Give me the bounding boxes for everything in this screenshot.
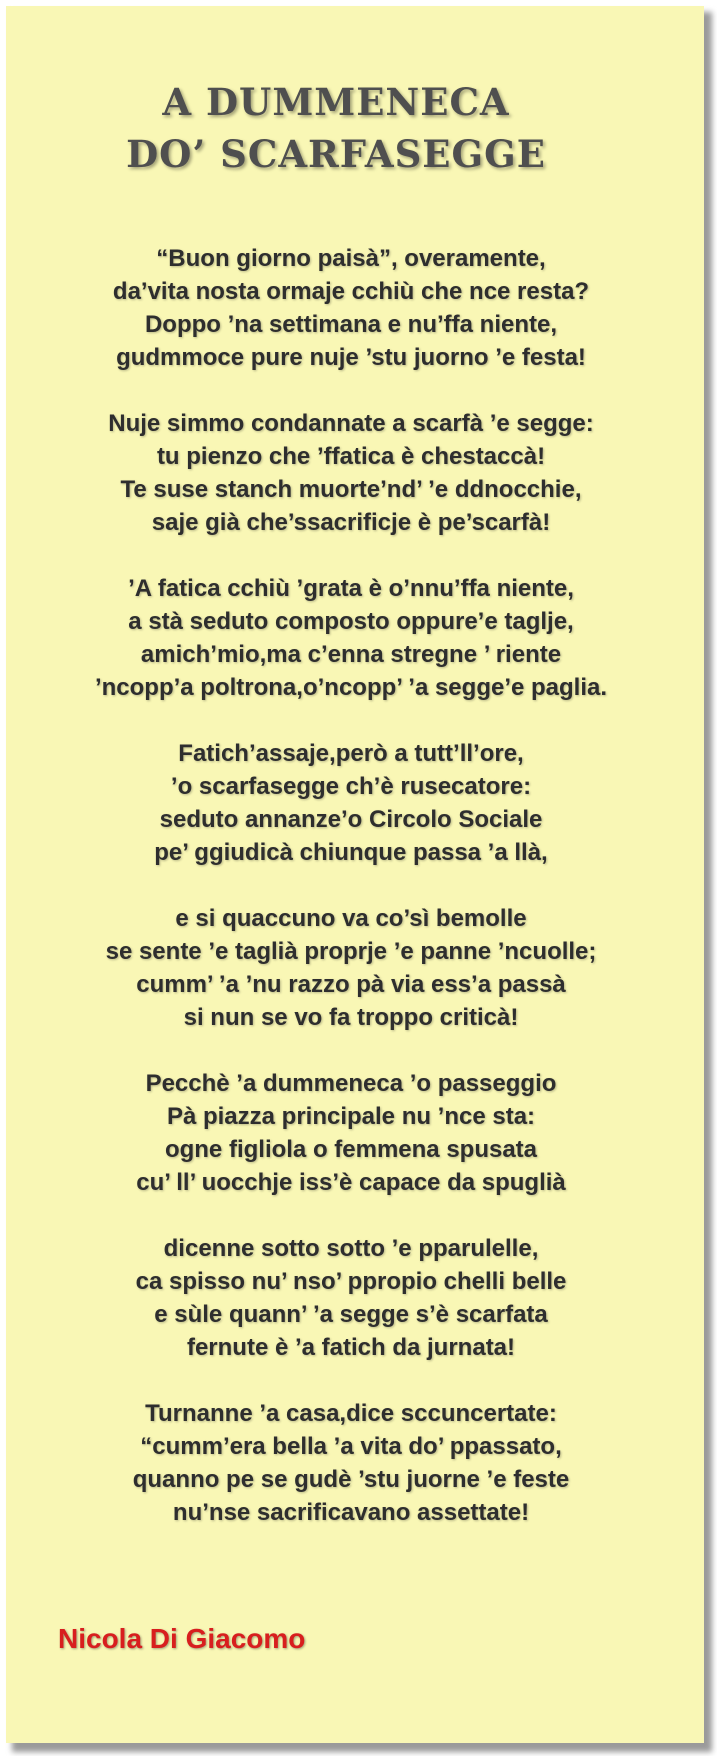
- poem-line: pe’ ggiudicà chiunque passa ’a llà,: [154, 839, 548, 866]
- poem-line: Pà piazza principale nu ’nce sta:: [166, 1103, 536, 1130]
- poem-line: Fatich’assaje,però a tutt’ll’ore,: [178, 740, 524, 767]
- poem-line: da’vita nosta ormaje cchiù che nce resta?: [112, 278, 590, 305]
- poem-line: cu’ ll’ uocchje iss’è capace da spuglià: [136, 1169, 566, 1196]
- poem-line: quanno pe se gudè ’stu juorne ’e feste: [132, 1466, 570, 1493]
- stanza: [6, 902, 696, 1034]
- poem-line: Nuje simmo condannate a scarfà ’e segge:: [108, 410, 594, 437]
- poem-line: gudmmoce pure nuje ’stu juorno ’e festa!: [116, 344, 586, 371]
- poem-line: nu’nse sacrificavano assettate!: [172, 1499, 530, 1526]
- poem-line: Turnanne ’a casa,dice sccuncertate:: [145, 1400, 557, 1427]
- poem-line: cumm’ ’a ’nu razzo pà via ess’a passà: [136, 971, 566, 998]
- poem-line: Doppo ’na settimana e nu’ffa niente,: [144, 311, 558, 338]
- poem-line: si nun se vo fa troppo criticà!: [183, 1004, 519, 1031]
- poem-title-line-1: A DUMMENECA: [162, 80, 510, 124]
- stanza: [6, 737, 696, 869]
- poem-body: [6, 242, 696, 1562]
- poem-title: [6, 76, 666, 180]
- poem-line: “cumm’era bella ’a vita do’ ppassato,: [140, 1433, 562, 1460]
- stanza: [6, 1397, 696, 1529]
- stanza: [6, 407, 696, 539]
- poem-line: a stà seduto composto oppure’e taglje,: [128, 608, 574, 635]
- poem-line: ca spisso nu’ nso’ ppropio chelli belle: [135, 1268, 567, 1295]
- stanza: [6, 1067, 696, 1199]
- poem-line: saje già che’ssacrificje è pe’scarfà!: [151, 509, 551, 536]
- poem-line: ’o scarfasegge ch’è rusecatore:: [170, 773, 532, 800]
- poem-line: amich’mio,ma c’enna stregne ’ riente: [140, 641, 562, 668]
- author-name: Nicola Di Giacomo: [58, 1623, 306, 1654]
- poem-line: seduto annanze’o Circolo Sociale: [159, 806, 543, 833]
- poem-card: [6, 6, 704, 1743]
- stanza: [6, 1232, 696, 1364]
- poem-line: se sente ’e taglià proprje ’e panne ’ncuolle;: [105, 938, 597, 965]
- poem-line: Pecchè ’a dummeneca ’o passeggio: [145, 1070, 557, 1097]
- poem-line: e si quaccuno va co’sì bemolle: [175, 905, 527, 932]
- stanza: [6, 242, 696, 374]
- stanza: [6, 572, 696, 704]
- poem-line: ’A fatica cchiù ’grata è o’nnu’ffa niente,: [128, 575, 574, 602]
- poem-line: ’ncopp’a poltrona,o’ncopp’ ’a segge’e paglia.: [94, 674, 608, 701]
- poem-line: Te suse stanch muorte’nd’ ’e ddnocchie,: [120, 476, 582, 503]
- poem-title-line-2: DO’ SCARFASEGGE: [126, 132, 546, 176]
- poem-line: tu pienzo che ’ffatica è chestaccà!: [156, 443, 546, 470]
- poem-line: fernute è ’a fatich da jurnata!: [186, 1334, 516, 1361]
- poem-line: “Buon giorno paisà”, overamente,: [156, 245, 546, 272]
- poem-line: e sùle quann’ ’a segge s’è scarfata: [154, 1301, 548, 1328]
- poem-line: ogne figliola o femmena spusata: [164, 1136, 538, 1163]
- poem-line: dicenne sotto sotto ’e pparulelle,: [163, 1235, 539, 1262]
